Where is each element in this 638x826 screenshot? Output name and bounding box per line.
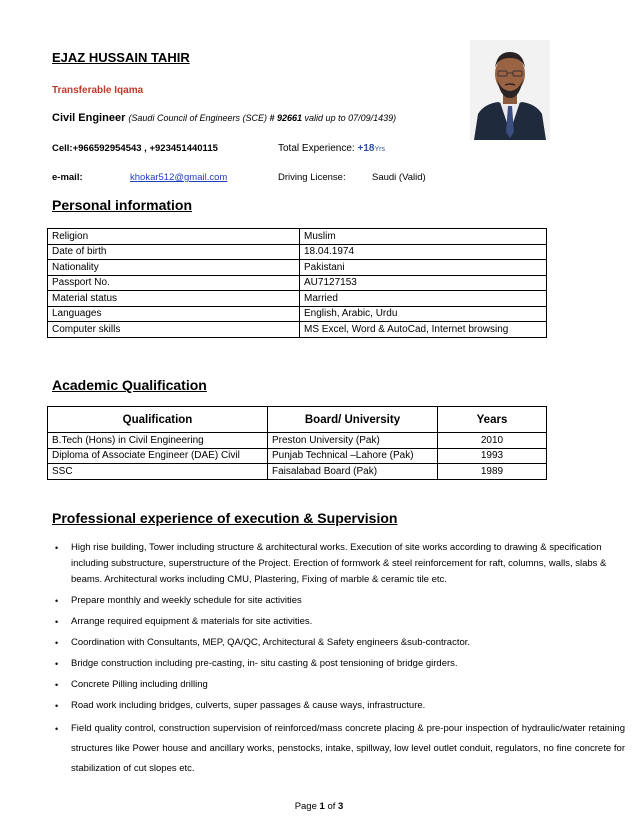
- personal-info-row: [48, 229, 547, 245]
- bullet-icon: •: [55, 659, 59, 669]
- academic-qualification-cell: SSC: [48, 464, 268, 480]
- academic-board-cell: Preston University (Pak): [268, 433, 438, 449]
- email-label: e-mail:: [52, 172, 83, 183]
- experience-heading: Professional experience of execution & Supervision: [52, 510, 398, 526]
- bullet-icon: •: [55, 724, 59, 734]
- experience-item: [55, 593, 625, 609]
- personal-info-row: [48, 275, 547, 291]
- personal-info-row: [48, 244, 547, 260]
- academic-qualification-cell: Diploma of Associate Engineer (DAE) Civil: [48, 448, 268, 464]
- academic-heading: Academic Qualification: [52, 377, 207, 393]
- personal-info-label: Passport No.: [48, 275, 300, 291]
- academic-year-cell: 2010: [438, 433, 547, 449]
- experience-list: [55, 540, 625, 784]
- academic-row: [48, 464, 547, 480]
- bullet-icon: •: [55, 680, 59, 690]
- experience-item: [55, 719, 625, 779]
- bullet-icon: •: [55, 638, 59, 648]
- personal-info-label: Computer skills: [48, 322, 300, 338]
- driving-license-value: Saudi (Valid): [372, 172, 426, 183]
- bullet-icon: •: [55, 543, 59, 553]
- academic-row: [48, 433, 547, 449]
- personal-info-value: Muslim: [300, 229, 547, 245]
- experience-item-text: Road work including bridges, culverts, super passages & cause ways, infrastructure.: [71, 700, 426, 711]
- bullet-icon: •: [55, 596, 59, 606]
- experience-item: [55, 698, 625, 714]
- personal-info-row: [48, 306, 547, 322]
- current-page: 1: [319, 801, 325, 812]
- experience-item: [55, 614, 625, 630]
- cell-line: [52, 143, 218, 154]
- personal-info-value: Pakistani: [300, 260, 547, 276]
- experience-unit: Yrs: [374, 146, 385, 153]
- experience-item-text: Concrete Pilling including drilling: [71, 679, 208, 690]
- personal-info-row: [48, 322, 547, 338]
- profession-title: Civil Engineer: [52, 112, 126, 124]
- personal-info-label: Material status: [48, 291, 300, 307]
- bullet-icon: •: [55, 701, 59, 711]
- column-header-board: Board/ University: [268, 407, 438, 433]
- personal-info-value: English, Arabic, Urdu: [300, 306, 547, 322]
- column-header-qualification: Qualification: [48, 407, 268, 433]
- experience-item-text: Prepare monthly and weekly schedule for site activities: [71, 595, 302, 606]
- academic-table: [47, 406, 547, 480]
- academic-board-cell: Faisalabad Board (Pak): [268, 464, 438, 480]
- experience-item: [55, 540, 625, 588]
- personal-info-table: [47, 228, 547, 338]
- experience-item: [55, 677, 625, 693]
- personal-info-heading: Personal information: [52, 197, 193, 213]
- personal-info-label: Languages: [48, 306, 300, 322]
- profession-line: [52, 112, 396, 124]
- academic-header-row: [48, 407, 547, 433]
- personal-info-label: Date of birth: [48, 244, 300, 260]
- personal-info-value: 18.04.1974: [300, 244, 547, 260]
- personal-info-value: Married: [300, 291, 547, 307]
- personal-info-row: [48, 291, 547, 307]
- council-number: # 92661: [269, 113, 303, 123]
- academic-row: [48, 448, 547, 464]
- experience-label: Total Experience:: [278, 143, 358, 154]
- personal-info-value: AU7127153: [300, 275, 547, 291]
- cell-numbers: +966592954543 , +923451440115: [72, 143, 218, 154]
- page-footer: Page 1 of 3: [294, 801, 344, 812]
- column-header-years: Years: [438, 407, 547, 433]
- academic-qualification-cell: B.Tech (Hons) in Civil Engineering: [48, 433, 268, 449]
- total-experience: [278, 143, 385, 154]
- academic-year-cell: 1993: [438, 448, 547, 464]
- academic-board-cell: Punjab Technical –Lahore (Pak): [268, 448, 438, 464]
- personal-info-label: Religion: [48, 229, 300, 245]
- email-link[interactable]: khokar512@gmail.com: [130, 172, 228, 183]
- cell-label: Cell:: [52, 143, 73, 154]
- experience-item-text: High rise building, Tower including structure & architectural works. Execution of site works according to drawing & specification including substructure, superstructure of the Project. Erection of formwork & steel reinforcement for raft, columns, walls, slabs & beams. Architectural works including CMU, Plastering, Fixing of marble & ceramic tile etc.: [71, 542, 607, 585]
- personal-info-row: [48, 260, 547, 276]
- experience-value: +18: [357, 143, 375, 154]
- total-pages: 3: [338, 801, 344, 812]
- driving-license-label: Driving License:: [278, 172, 346, 183]
- bullet-icon: •: [55, 617, 59, 627]
- iqama-status: Transferable Iqama: [52, 85, 144, 96]
- candidate-name: EJAZ HUSSAIN TAHIR: [52, 50, 190, 65]
- academic-year-cell: 1989: [438, 464, 547, 480]
- personal-info-value: MS Excel, Word & AutoCad, Internet browsing: [300, 322, 547, 338]
- experience-item-text: Coordination with Consultants, MEP, QA/QC, Architectural & Safety engineers &sub-contractor.: [71, 637, 471, 648]
- experience-item-text: Arrange required equipment & materials for site activities.: [71, 616, 313, 627]
- personal-info-label: Nationality: [48, 260, 300, 276]
- experience-item-text: Bridge construction including pre-casting, in- situ casting & post tensioning of bridge girders.: [71, 658, 458, 669]
- experience-item: [55, 656, 625, 672]
- profile-photo: [470, 40, 550, 140]
- council-details: (Saudi Council of Engineers (SCE) # 92661 valid up to 07/09/1439): [128, 113, 397, 123]
- experience-item-text: Field quality control, construction supervision of reinforced/mass concrete placing & pre-pour inspection of hydraulic/water retaining structures like Power house and ancillary works, penstocks, intake, spillway, low level outlet conduit, regulators, no fine concrete for stabilization of cut slopes etc.: [71, 723, 625, 774]
- experience-item: [55, 635, 625, 651]
